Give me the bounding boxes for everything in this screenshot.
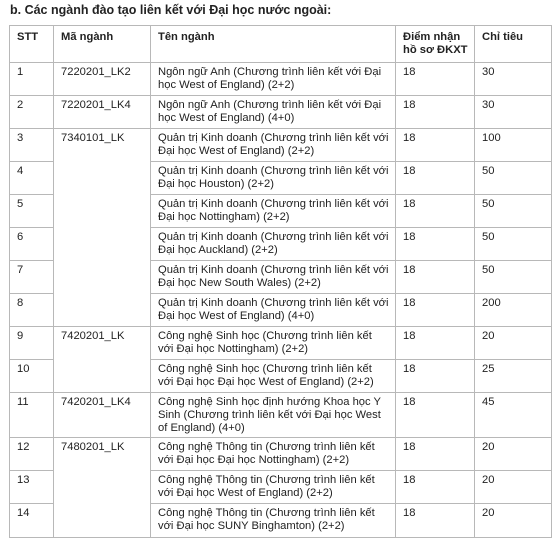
cell-score: 18 xyxy=(396,294,475,327)
table-header-row xyxy=(10,26,552,63)
header-name: Tên ngành xyxy=(151,26,396,63)
header-code: Mã ngành xyxy=(54,26,151,63)
cell-code: 7420201_LK4 xyxy=(54,393,151,438)
cell-score: 18 xyxy=(396,195,475,228)
cell-stt: 9 xyxy=(10,327,54,360)
cell-stt: 5 xyxy=(10,195,54,228)
cell-quota: 50 xyxy=(475,228,552,261)
programs-table xyxy=(9,25,552,538)
cell-name: Công nghệ Sinh học (Chương trình liên kết với Đại học Đại học West of England) (2+2) xyxy=(151,360,396,393)
cell-name: Công nghệ Thông tin (Chương trình liên kết với Đại học Đại học Nottingham) (2+2) xyxy=(151,438,396,471)
cell-stt: 1 xyxy=(10,63,54,96)
cell-name: Quản trị Kinh doanh (Chương trình liên kết với Đại học New South Wales) (2+2) xyxy=(151,261,396,294)
cell-score: 18 xyxy=(396,228,475,261)
section-heading: b. Các ngành đào tạo liên kết với Đại học nước ngoài: xyxy=(10,3,332,17)
cell-name: Ngôn ngữ Anh (Chương trình liên kết với Đại học West of England) (2+2) xyxy=(151,63,396,96)
table-row xyxy=(10,129,552,162)
cell-quota: 100 xyxy=(475,129,552,162)
cell-name: Quản trị Kinh doanh (Chương trình liên kết với Đại học Auckland) (2+2) xyxy=(151,228,396,261)
cell-stt: 13 xyxy=(10,471,54,504)
cell-quota: 30 xyxy=(475,96,552,129)
cell-score: 18 xyxy=(396,261,475,294)
cell-stt: 3 xyxy=(10,129,54,162)
cell-score: 18 xyxy=(396,393,475,438)
cell-score: 18 xyxy=(396,63,475,96)
cell-quota: 25 xyxy=(475,360,552,393)
header-stt: STT xyxy=(10,26,54,63)
cell-code: 7480201_LK xyxy=(54,438,151,538)
cell-name: Quản trị Kinh doanh (Chương trình liên kết với Đại học West of England) (2+2) xyxy=(151,129,396,162)
header-score: Điểm nhận hồ sơ ĐKXT xyxy=(396,26,475,63)
cell-score: 18 xyxy=(396,471,475,504)
cell-name: Công nghệ Thông tin (Chương trình liên kết với Đại học SUNY Binghamton) (2+2) xyxy=(151,504,396,538)
cell-code: 7220201_LK4 xyxy=(54,96,151,129)
header-quota: Chỉ tiêu xyxy=(475,26,552,63)
cell-name: Công nghệ Sinh học (Chương trình liên kết với Đại học Nottingham) (2+2) xyxy=(151,327,396,360)
table-row xyxy=(10,63,552,96)
cell-stt: 14 xyxy=(10,504,54,538)
cell-quota: 50 xyxy=(475,195,552,228)
cell-name: Ngôn ngữ Anh (Chương trình liên kết với Đại học West of England) (4+0) xyxy=(151,96,396,129)
cell-quota: 200 xyxy=(475,294,552,327)
cell-quota: 20 xyxy=(475,504,552,538)
cell-stt: 6 xyxy=(10,228,54,261)
cell-name: Quản trị Kinh doanh (Chương trình liên kết với Đại học West of England) (4+0) xyxy=(151,294,396,327)
cell-stt: 4 xyxy=(10,162,54,195)
table-row xyxy=(10,327,552,360)
cell-stt: 2 xyxy=(10,96,54,129)
cell-stt: 10 xyxy=(10,360,54,393)
table-row xyxy=(10,438,552,471)
table-row xyxy=(10,393,552,438)
cell-quota: 20 xyxy=(475,327,552,360)
cell-quota: 50 xyxy=(475,162,552,195)
cell-score: 18 xyxy=(396,438,475,471)
cell-quota: 20 xyxy=(475,471,552,504)
cell-quota: 30 xyxy=(475,63,552,96)
cell-quota: 20 xyxy=(475,438,552,471)
cell-score: 18 xyxy=(396,327,475,360)
cell-score: 18 xyxy=(396,96,475,129)
cell-stt: 12 xyxy=(10,438,54,471)
cell-code: 7340101_LK xyxy=(54,129,151,327)
cell-name: Công nghệ Sinh học định hướng Khoa học Y Sinh (Chương trình liên kết với Đại học West of England) (4+0) xyxy=(151,393,396,438)
cell-score: 18 xyxy=(396,129,475,162)
cell-code: 7420201_LK xyxy=(54,327,151,393)
cell-name: Công nghệ Thông tin (Chương trình liên kết với Đại học West of England) (2+2) xyxy=(151,471,396,504)
cell-score: 18 xyxy=(396,162,475,195)
table-row xyxy=(10,96,552,129)
cell-score: 18 xyxy=(396,504,475,538)
cell-stt: 11 xyxy=(10,393,54,438)
cell-quota: 45 xyxy=(475,393,552,438)
cell-name: Quản trị Kinh doanh (Chương trình liên kết với Đại học Houston) (2+2) xyxy=(151,162,396,195)
cell-stt: 8 xyxy=(10,294,54,327)
cell-score: 18 xyxy=(396,360,475,393)
cell-quota: 50 xyxy=(475,261,552,294)
cell-stt: 7 xyxy=(10,261,54,294)
cell-code: 7220201_LK2 xyxy=(54,63,151,96)
cell-name: Quản trị Kinh doanh (Chương trình liên kết với Đại học Nottingham) (2+2) xyxy=(151,195,396,228)
